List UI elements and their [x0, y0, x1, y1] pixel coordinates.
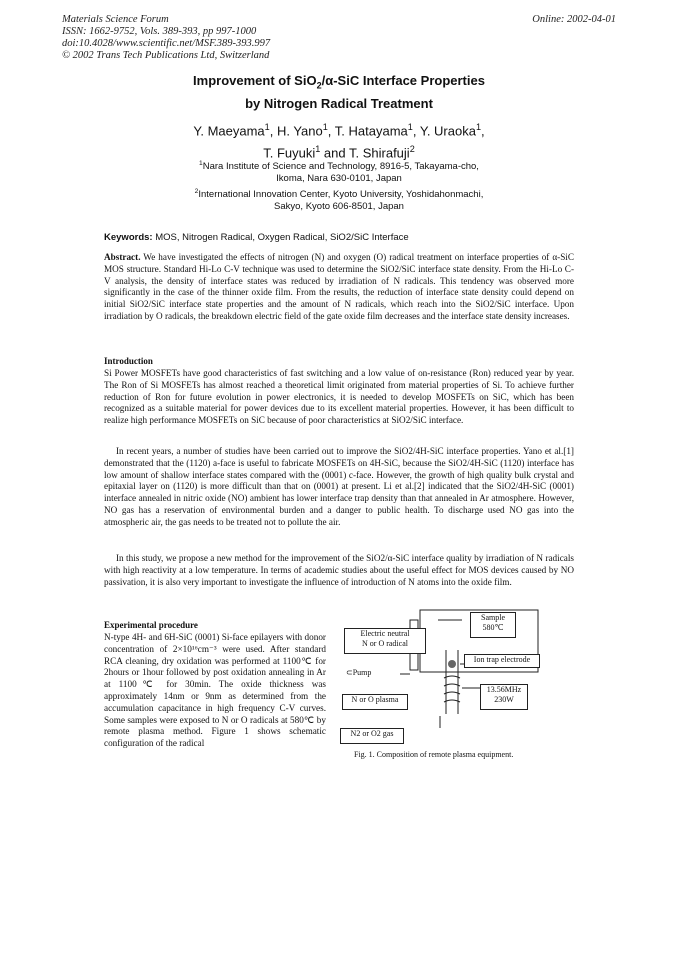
- affiliation-2: [0, 186, 678, 213]
- affil-line: International Innovation Center, Kyoto University, Yoshidahonmachi,: [198, 189, 484, 201]
- intro-paragraph-1: Si Power MOSFETs have good characteristics of fast switching and a low value of on-resistance (Ron) reduced year by year. The Ron of Si MOSFETs has almost reached a theoretical limit originated from material properties of Si. To achieve further reduction of Ron for future evolution in power electronics, it is needed to develop MOSFETs on SiC, which has been recognized as a suitable material for power devices due to its excellent material properties. However, it has been difficult to realize high performance MOSFETs on SiC because of poor characteristics at SiO2/SiC interface.: [104, 368, 574, 426]
- author: T. Shirafuji: [349, 145, 410, 161]
- ion-trap-box: [464, 654, 540, 668]
- author: T. Hatayama: [334, 123, 408, 139]
- author: Y. Uraoka: [419, 123, 476, 139]
- pump-text: Pump: [352, 668, 372, 677]
- electric-neutral-box: [344, 628, 426, 654]
- author: T. Fuyuki: [263, 145, 316, 161]
- author-list: Y. Maeyama$^1$, H. Yano$^1$, T. Hatayama$^1$, Y. Uraoka$^1$, T. Fuyuki$^1$ and T. Shirafuji$^2$: [193, 122, 485, 161]
- affiliation-1: [0, 158, 678, 185]
- title-sub: 2: [316, 80, 322, 91]
- electric-neutral-label: Electric neutral: [360, 629, 410, 638]
- figure-caption: Fig. 1. Composition of remote plasma equipment.: [354, 750, 514, 759]
- affil-line: Sakyo, Kyoto 606-8501, Japan: [274, 201, 404, 213]
- ion-trap-label: Ion trap electrode: [473, 655, 531, 664]
- experimental-paragraph: N-type 4H- and 6H-SiC (0001) Si-face epilayers with donor concentration of 2×10¹⁶cm⁻³ were used. After standard RCA cleaning, dry oxidation was performed at 1100℃ for 2hours or 1hour followed by post oxidation annealing in Ar at 1100℃ for 30min. The oxide thickness was approximately 14nm or 9nm as determined from the accumulation capacitance in high frequency C-V curves. Some samples were exposed to N or O radicals at 580℃ by remote plasma method. Figure 1 shows schematic configuration of the radical: [104, 632, 326, 749]
- figure-1-diagram: [340, 604, 576, 744]
- rf-label: 13.56MHz: [486, 685, 522, 694]
- title-part: Improvement of SiO: [193, 73, 317, 88]
- abstract-label: Abstract.: [104, 252, 141, 262]
- title-line2: by Nitrogen Radical Treatment: [245, 95, 433, 111]
- plasma-label: N or O plasma: [351, 695, 399, 704]
- affil-line: Nara Institute of Science and Technology, 8916-5, Takayama-cho,: [202, 161, 479, 173]
- copyright: © 2002 Trans Tech Publications Ltd, Switzerland: [62, 50, 270, 61]
- keywords-text: MOS, Nitrogen Radical, Oxygen Radical, SiO2/SiC Interface: [155, 232, 409, 243]
- power-label: 230W: [494, 695, 514, 704]
- title-part-rest: /α-SiC Interface Properties: [321, 73, 485, 88]
- sample-temp: 580℃: [482, 623, 504, 632]
- section-heading-experimental: Experimental procedure: [104, 620, 198, 630]
- abstract: [104, 252, 574, 323]
- affil-sup: 1: [199, 160, 203, 167]
- abstract-text: We have investigated the effects of nitrogen (N) and oxygen (O) radical treatment on interface properties of α-SiC MOS structure. Standard Hi-Lo C-V technique was used to determine the SiO2/SiC interface state density. From the Hi-Lo C-V analysis, the density of interface states was reduced by irradiation of N radicals. This tendency was observed more significantly in the case of the thinner oxide film. From the results, the reduction of interface state density could depend on initial SiO2/SiC interface state properties and the amount of N radicals, which reach into the SiO2/SiC interface. Upon irradiation by O radicals, the breakdown electric field of the gate oxide film decreases and the interface state density increases.: [104, 252, 574, 321]
- paper-title: [0, 72, 678, 112]
- gas-box: [340, 728, 404, 744]
- author-sup: 2: [409, 144, 415, 155]
- author-sup: 1: [315, 144, 321, 155]
- author-sup: 1: [264, 122, 270, 132]
- radical-label: N or O radical: [362, 639, 408, 648]
- gas-label: N2 or O2 gas: [350, 729, 394, 738]
- intro-paragraph-2: In recent years, a number of studies have been carried out to improve the SiO2/4H-SiC interface properties. Yano et al.[1] demonstrated that the (1120) a-face is useful to fabricate MOSFETs on 4H-SiC, because the SiO2/4H-SiC (1120) interface has low amount of shallow interface states compared with the (0001) c-face. However, the growth of high quality bulk crystal and epitaxial layer on (1120) is more difficult than that on (0001) at present. Li et al.[2] indicated that the SiO2/4H-SiC (0001) interface annealed in nitric oxide (NO) ambient has lower interface trap density than that annealed in Ar atmosphere. However, NO gas has a reservation of environmental burden and a danger to public health. To discharge used NO gas into the atmospheric air, the gas needs to be treated not to pollute the air.: [104, 446, 574, 527]
- sample-label: Sample: [481, 613, 505, 622]
- intro-paragraph-3: In this study, we propose a new method for the improvement of the SiO2/α-SiC interface quality by irradiation of N radicals with high reactivity at a low temperature. In terms of academic studies about the useful effect for MOS devices caused by NO passivation, it is also very important to investigate the influence of introduction of N atoms into the oxide film.: [104, 553, 574, 587]
- journal-name: Materials Science Forum: [62, 14, 169, 25]
- author: H. Yano: [276, 123, 323, 139]
- rf-box: [480, 684, 528, 710]
- section-heading-introduction: Introduction: [104, 356, 153, 366]
- plasma-box: [342, 694, 408, 710]
- affil-line: Ikoma, Nara 630-0101, Japan: [276, 173, 402, 185]
- pump-label: [346, 668, 371, 677]
- doi-link[interactable]: doi:10.4028/www.scientific.net/MSF.389-393.997: [62, 38, 271, 49]
- figure-lines: [340, 604, 576, 744]
- keywords: [104, 232, 574, 243]
- sample-box: [470, 612, 516, 638]
- keywords-label: Keywords:: [104, 232, 153, 243]
- author-sup: 1: [407, 122, 413, 132]
- journal-header: [62, 14, 270, 62]
- affil-sup: 2: [194, 188, 199, 195]
- pump-icon: ⊂: [346, 668, 353, 677]
- author: Y. Maeyama: [193, 123, 265, 139]
- author-sup: 1: [475, 122, 482, 132]
- online-date: Online: 2002-04-01: [532, 14, 616, 25]
- issn: ISSN: 1662-9752, Vols. 389-393, pp 997-1000: [62, 26, 257, 37]
- author-sup: 1: [322, 122, 328, 132]
